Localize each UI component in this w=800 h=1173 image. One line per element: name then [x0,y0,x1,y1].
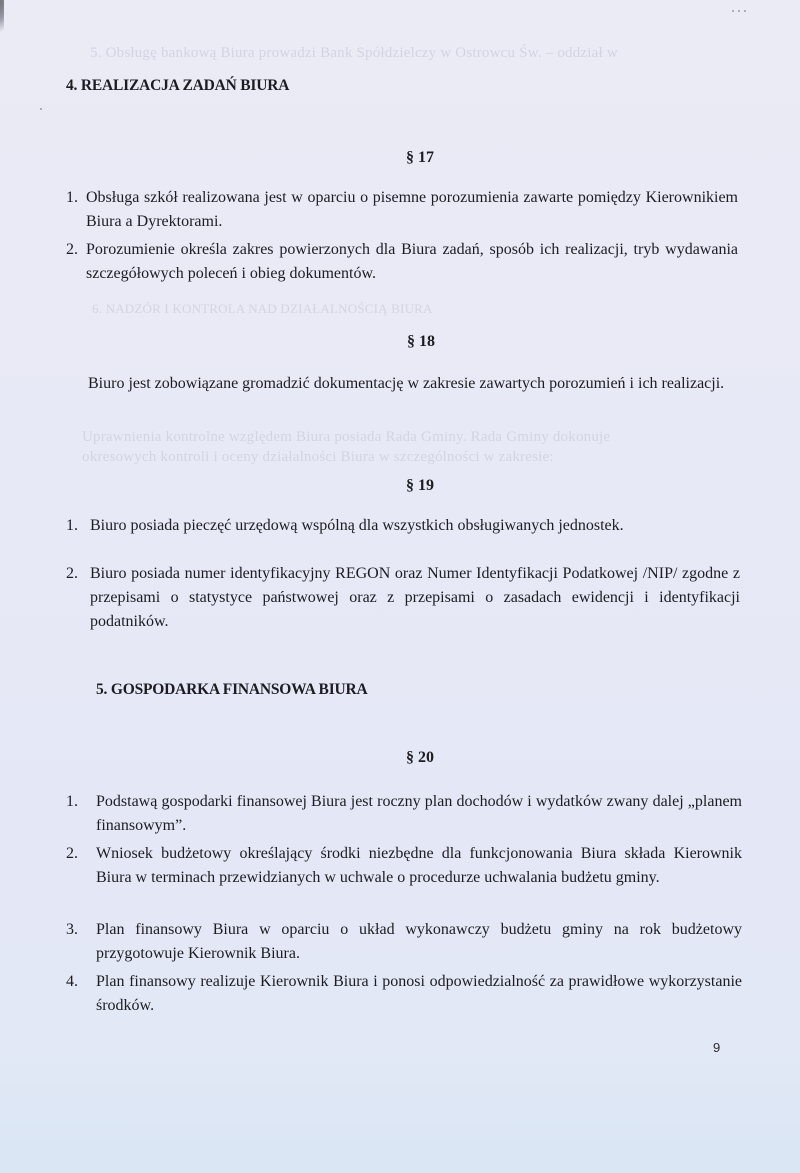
scan-speck [744,10,746,12]
item-text: Obsługa szkół realizowana jest w oparciu o pisemne porozumienia zawarte pomiędzy Kierownikiem Biura a Dyrektorami. [86,189,738,230]
list-item [88,372,738,396]
paragraph-mark: § 19 [406,477,434,494]
list-item [66,918,742,966]
item-number: 1. [66,189,78,206]
paragraph-mark: § 18 [407,333,435,350]
list-item [66,842,742,890]
item-text: Biuro jest zobowiązane gromadzić dokumentację w zakresie zawartych porozumień i ich realizacji. [88,375,725,392]
paragraph-mark: § 20 [406,749,434,766]
list-item [66,970,742,1018]
item-number: 2. [66,565,78,582]
item-number: 2. [66,241,78,258]
scan-speck [732,10,734,12]
item-text: Plan finansowy Biura w oparciu o układ wykonawczy budżetu gminy na rok budżetowy przygotowuje Kierownik Biura. [96,921,742,962]
list-item [66,186,738,234]
item-number: 4. [66,973,78,990]
list-item [66,238,738,286]
item-text: Plan finansowy realizuje Kierownik Biura i ponosi odpowiedzialność za prawidłowe wykorzystanie środków. [96,973,742,1014]
item-text: Podstawą gospodarki finansowej Biura jest roczny plan dochodów i wydatków zwany dalej „planem finansowym”. [96,793,742,834]
show-through-line: Uprawnienia kontrolne względem Biura posiada Rada Gminy. Rada Gminy dokonuje [82,429,611,445]
section-heading: 4. REALIZACJA ZADAŃ BIURA [66,77,290,94]
scan-speck [738,10,740,12]
scan-corner-shadow [0,0,4,40]
item-number: 1. [66,793,78,810]
section-heading: 5. GOSPODARKA FINANSOWA BIURA [96,681,368,698]
paragraph-mark: § 17 [406,149,434,166]
item-number: 2. [66,845,78,862]
item-text: Biuro posiada pieczęć urzędową wspólną dla wszystkich obsługiwanych jednostek. [90,517,624,534]
item-text: Porozumienie określa zakres powierzonych dla Biura zadań, sposób ich realizacji, tryb wydawania szczegółowych poleceń i obieg dokumentów. [86,241,738,282]
item-number: 3. [66,921,78,938]
item-text: Biuro posiada numer identyfikacyjny REGON oraz Numer Identyfikacji Podatkowej /NIP/ zgodne z przepisami o statystyce państwowej oraz z przepisami o zasadach ewidencji i identyfikacji podatników. [90,565,740,630]
page-number: 9 [713,1040,721,1055]
show-through-line: 6. NADZÓR I KONTROLA NAD DZIAŁALNOŚCIĄ BIURA [92,301,433,316]
scan-speck [40,108,42,110]
show-through-line: okresowych kontroli i oceny działalności Biura w szczególności w zakresie: [82,449,554,465]
list-item [66,562,740,634]
item-number: 1. [66,517,78,534]
list-item [66,790,742,838]
list-item [66,514,740,538]
item-text: Wniosek budżetowy określający środki niezbędne dla funkcjonowania Biura składa Kierownik Biura w terminach przewidzianych w uchwale o procedurze uchwalania budżetu gminy. [96,845,742,886]
show-through-line: 5. Obsługę bankową Biura prowadzi Bank Spółdzielczy w Ostrowcu Św. – oddział w [90,45,618,61]
